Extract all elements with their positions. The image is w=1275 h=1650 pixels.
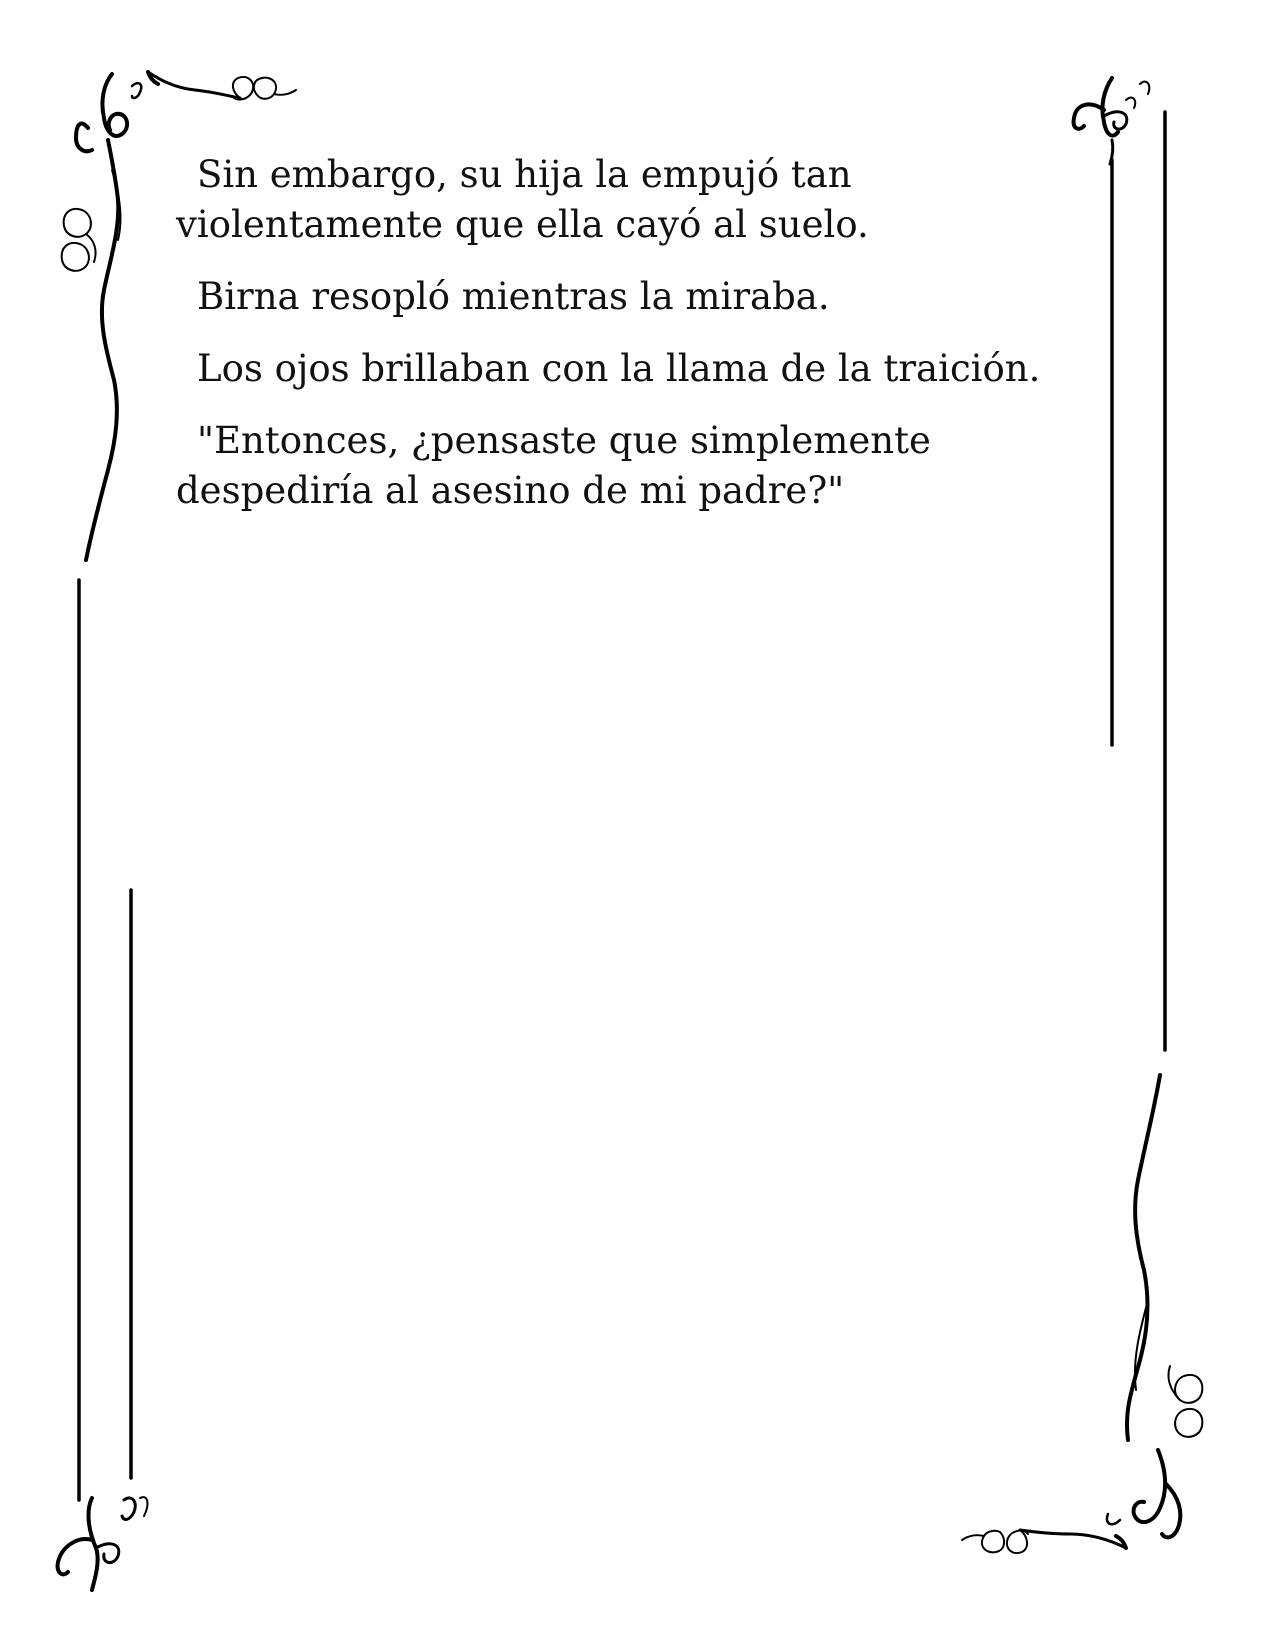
paragraph-4: "Entonces, ¿pensaste que simplemente despediría al asesino de mi padre?" bbox=[176, 419, 931, 512]
paragraph-2: Birna resopló mientras la miraba. bbox=[197, 275, 830, 318]
flourish-top-right bbox=[1074, 78, 1150, 164]
paragraph-1: Sin embargo, su hija la empujó tan violentamente que ella cayó al suelo. bbox=[176, 153, 869, 246]
flourish-bottom-left bbox=[58, 1497, 148, 1590]
flourish-bottom-right bbox=[962, 1075, 1202, 1553]
paragraph-3: Los ojos brillaban con la llama de la traición. bbox=[197, 347, 1041, 390]
story-text bbox=[176, 150, 1076, 538]
